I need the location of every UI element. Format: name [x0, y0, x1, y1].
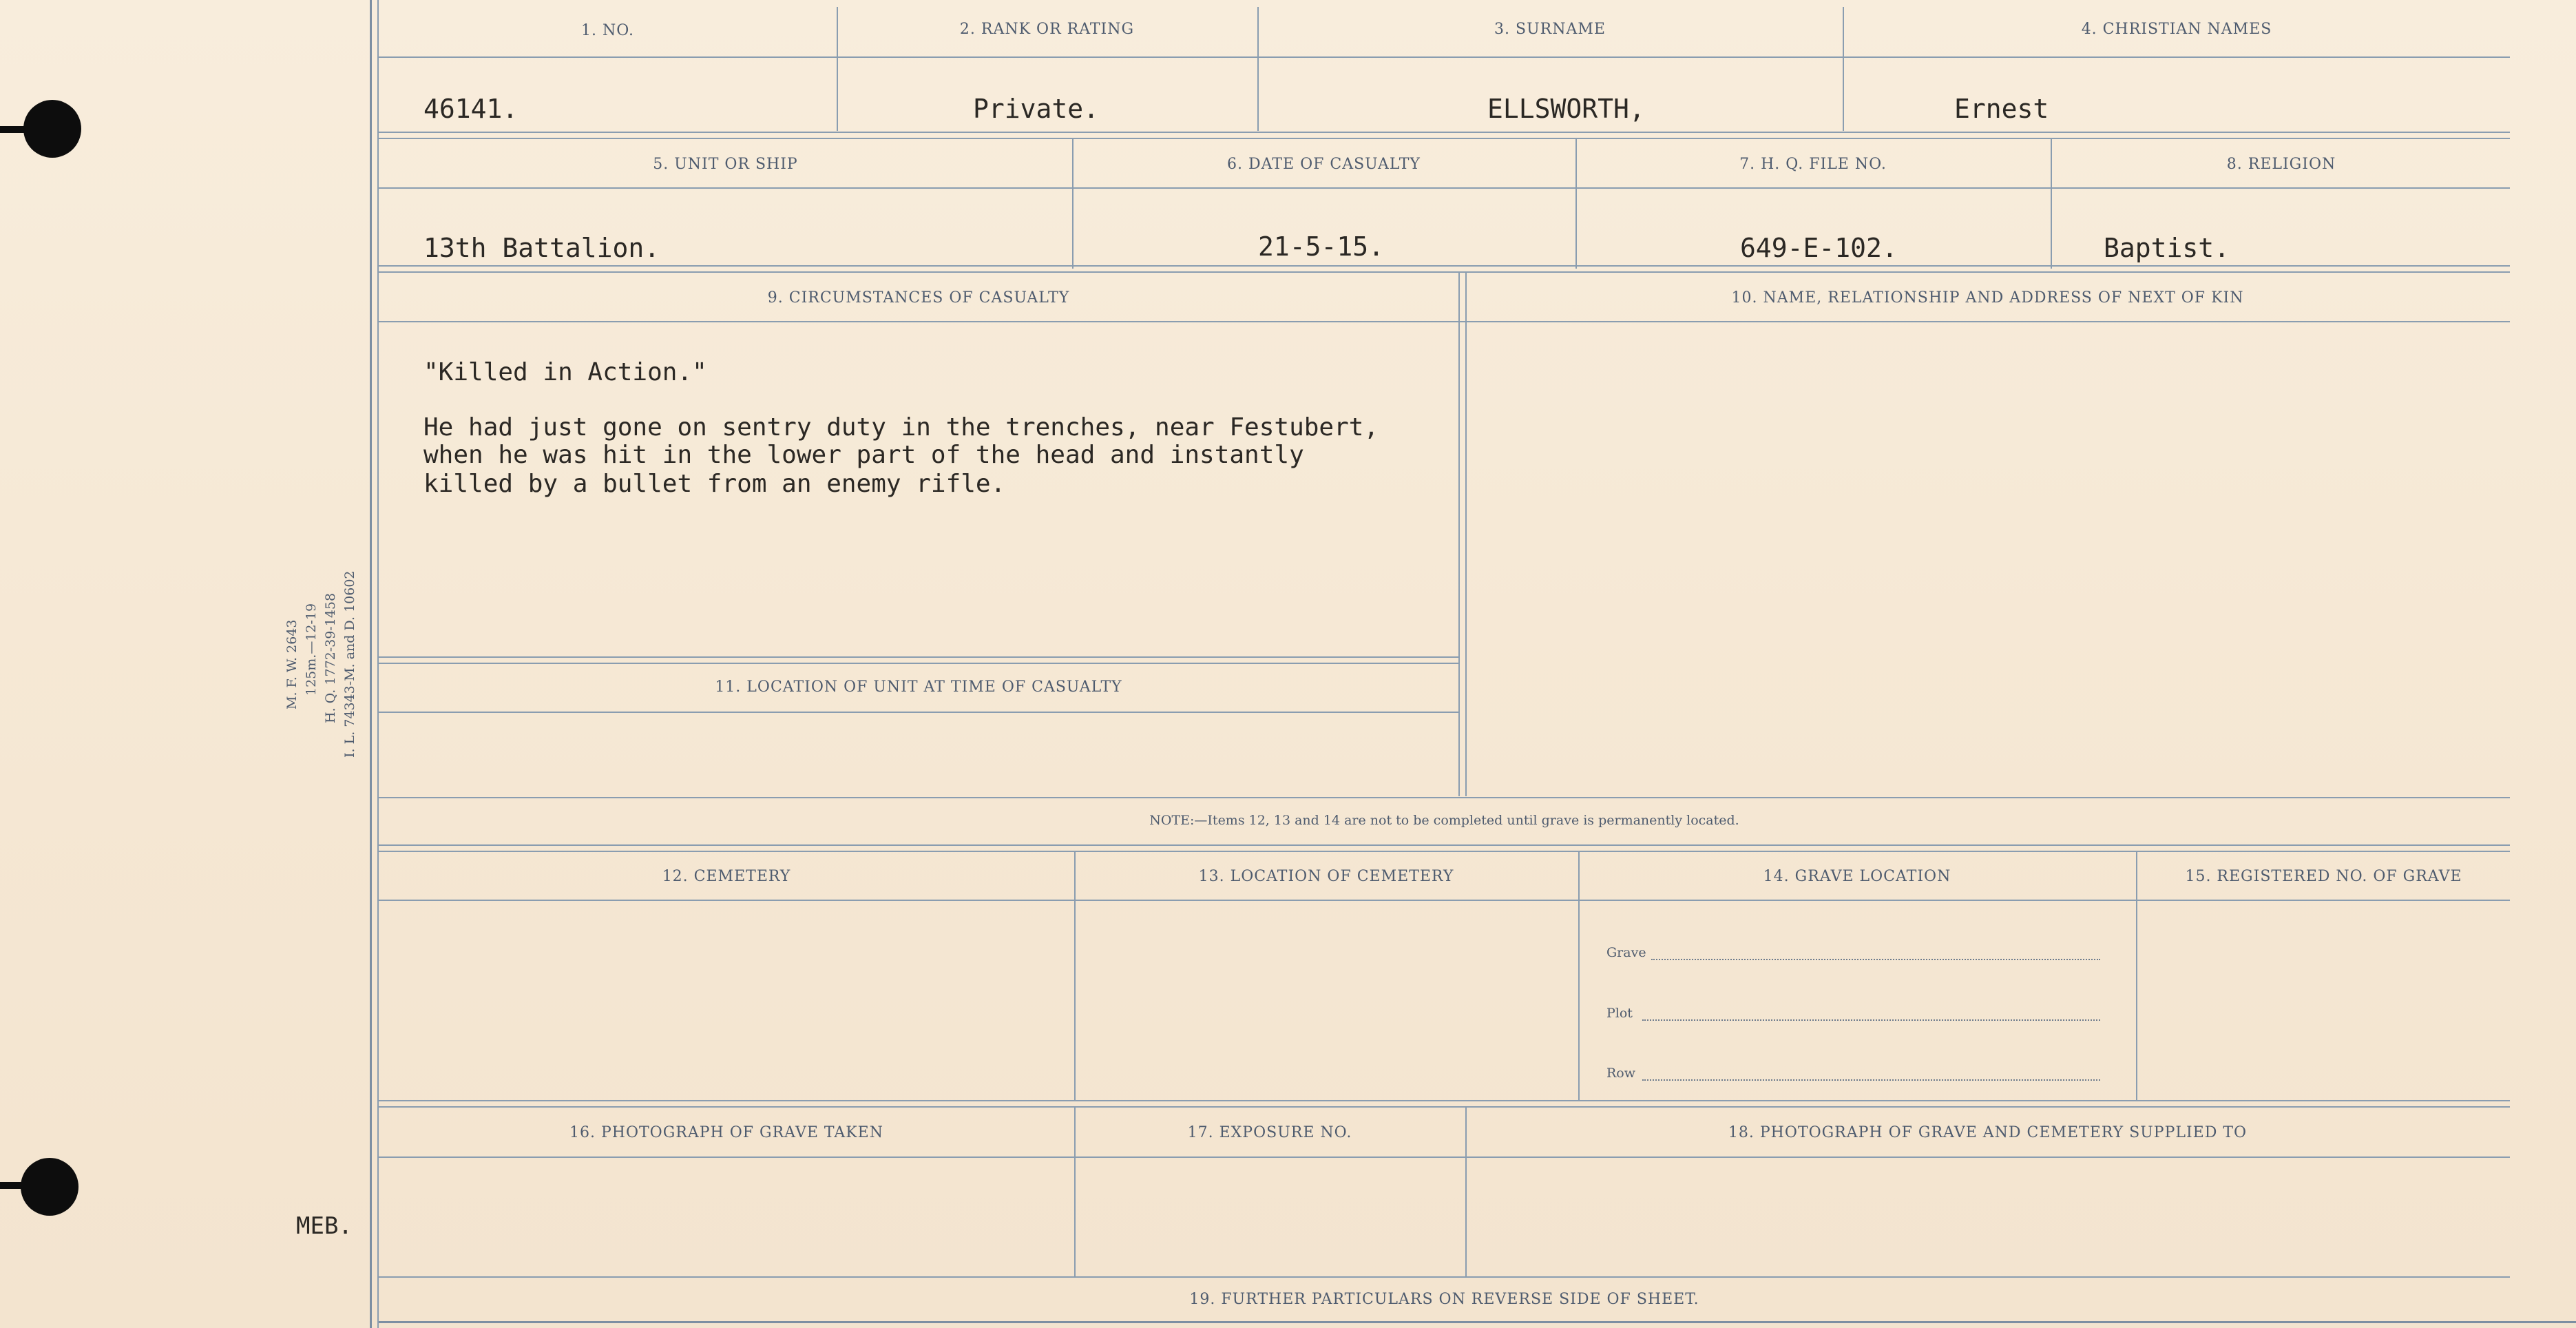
- value-christian-names: Ernest: [1954, 94, 2049, 124]
- row3-divider-a: [1458, 273, 1460, 796]
- row3-mid-rule-b: [379, 663, 1458, 664]
- value-number: 46141.: [423, 94, 519, 124]
- grave-field-line: [1651, 959, 2100, 960]
- label-photograph-taken: 16. PHOTOGRAPH OF GRAVE TAKEN: [569, 1124, 883, 1141]
- row4-divider-1: [1074, 852, 1076, 1100]
- label-location-of-unit: 11. LOCATION OF UNIT AT TIME OF CASUALTY: [715, 678, 1122, 696]
- row2-bottom-rule-a: [379, 265, 2510, 267]
- label-unit: 5. UNIT OR SHIP: [653, 156, 798, 173]
- form-number-2: 125m.—12-19: [304, 603, 319, 696]
- left-margin-line: [370, 0, 372, 1328]
- plot-field-label: Plot: [1606, 1006, 1633, 1021]
- circumstance-heading: "Killed in Action.": [423, 358, 707, 386]
- label-exposure-no: 17. EXPOSURE NO.: [1187, 1124, 1352, 1141]
- row2-bottom-rule-b: [379, 271, 2510, 273]
- label-registered-no: 15. REGISTERED NO. OF GRAVE: [2185, 868, 2462, 885]
- binder-hole-top: [23, 100, 81, 158]
- label-cemetery: 12. CEMETERY: [662, 868, 791, 885]
- form-number-4: I. L. 74343-M. and D. 10602: [342, 570, 357, 758]
- clerk-initials: MEB.: [296, 1212, 353, 1240]
- row4-bottom-rule-b: [379, 1106, 2510, 1108]
- row1-top-rule: [379, 56, 2510, 58]
- row2-label-rule: [379, 187, 2510, 189]
- label-grave-location: 14. GRAVE LOCATION: [1763, 868, 1951, 885]
- note-text: NOTE:—Items 12, 13 and 14 are not to be completed until grave is permanently located.: [1149, 813, 1739, 828]
- plot-field-line: [1642, 1019, 2100, 1021]
- value-surname: ELLSWORTH,: [1487, 94, 1645, 124]
- row5-label-rule: [379, 1156, 2510, 1158]
- label-photograph-supplied: 18. PHOTOGRAPH OF GRAVE AND CEMETERY SUPPLIED TO: [1728, 1124, 2248, 1141]
- form-number-1: M. F. W. 2643: [284, 619, 300, 709]
- value-religion: Baptist.: [2104, 233, 2230, 263]
- label-rank: 2. RANK OR RATING: [959, 21, 1135, 38]
- label-next-of-kin: 10. NAME, RELATIONSHIP AND ADDRESS OF NEXT OF KIN: [1731, 289, 2244, 307]
- label-circumstances: 9. CIRCUMSTANCES OF CASUALTY: [767, 289, 1070, 307]
- value-rank: Private.: [973, 94, 1100, 124]
- value-unit: 13th Battalion.: [423, 233, 660, 263]
- row3-mid-rule-a: [379, 656, 1458, 658]
- label-date: 6. DATE OF CASUALTY: [1227, 156, 1421, 173]
- row3-label-rule: [379, 321, 2510, 322]
- form-number-3: H. Q. 1772-39-1458: [323, 592, 338, 723]
- label-surname: 3. SURNAME: [1494, 21, 1606, 38]
- binder-hole-bottom: [21, 1158, 78, 1216]
- value-date: 21-5-15.: [1258, 231, 1385, 262]
- label-christian-names: 4. CHRISTIAN NAMES: [2081, 21, 2272, 38]
- row-field-label: Row: [1606, 1066, 1636, 1081]
- value-file-no: 649-E-102.: [1740, 233, 1898, 263]
- circumstance-line-1: He had just gone on sentry duty in the trenches, near Festubert,: [423, 413, 1379, 442]
- label-further-particulars: 19. FURTHER PARTICULARS ON REVERSE SIDE OF SHEET.: [1189, 1291, 1699, 1308]
- row-field-line: [1642, 1079, 2100, 1081]
- label-file-no: 7. H. Q. FILE NO.: [1739, 156, 1887, 173]
- row1-bottom-rule-a: [379, 132, 2510, 133]
- row4-label-rule: [379, 900, 2510, 901]
- note-bottom-rule-a: [379, 844, 2510, 846]
- note-bottom-rule-b: [379, 851, 2510, 852]
- bottom-edge-rule: [379, 1321, 2576, 1323]
- row3-divider-b: [1465, 273, 1467, 796]
- row4-divider-2: [1578, 852, 1580, 1100]
- row4-bottom-rule-a: [379, 1100, 2510, 1101]
- label-religion: 8. RELIGION: [2226, 156, 2336, 173]
- grave-field-label: Grave: [1606, 945, 1646, 960]
- row5-bottom-rule: [379, 1276, 2510, 1278]
- label-number: 1. NO.: [581, 22, 634, 39]
- label-location-of-cemetery: 13. LOCATION OF CEMETERY: [1198, 868, 1454, 885]
- row3-bottom-rule: [379, 797, 2510, 798]
- row1-bottom-rule-b: [379, 138, 2510, 139]
- row3-location-rule: [379, 712, 1458, 713]
- circumstance-line-3: killed by a bullet from an enemy rifle.: [423, 470, 1006, 498]
- circumstance-line-2: when he was hit in the lower part of the head and instantly: [423, 441, 1304, 469]
- row4-divider-3: [2136, 852, 2137, 1100]
